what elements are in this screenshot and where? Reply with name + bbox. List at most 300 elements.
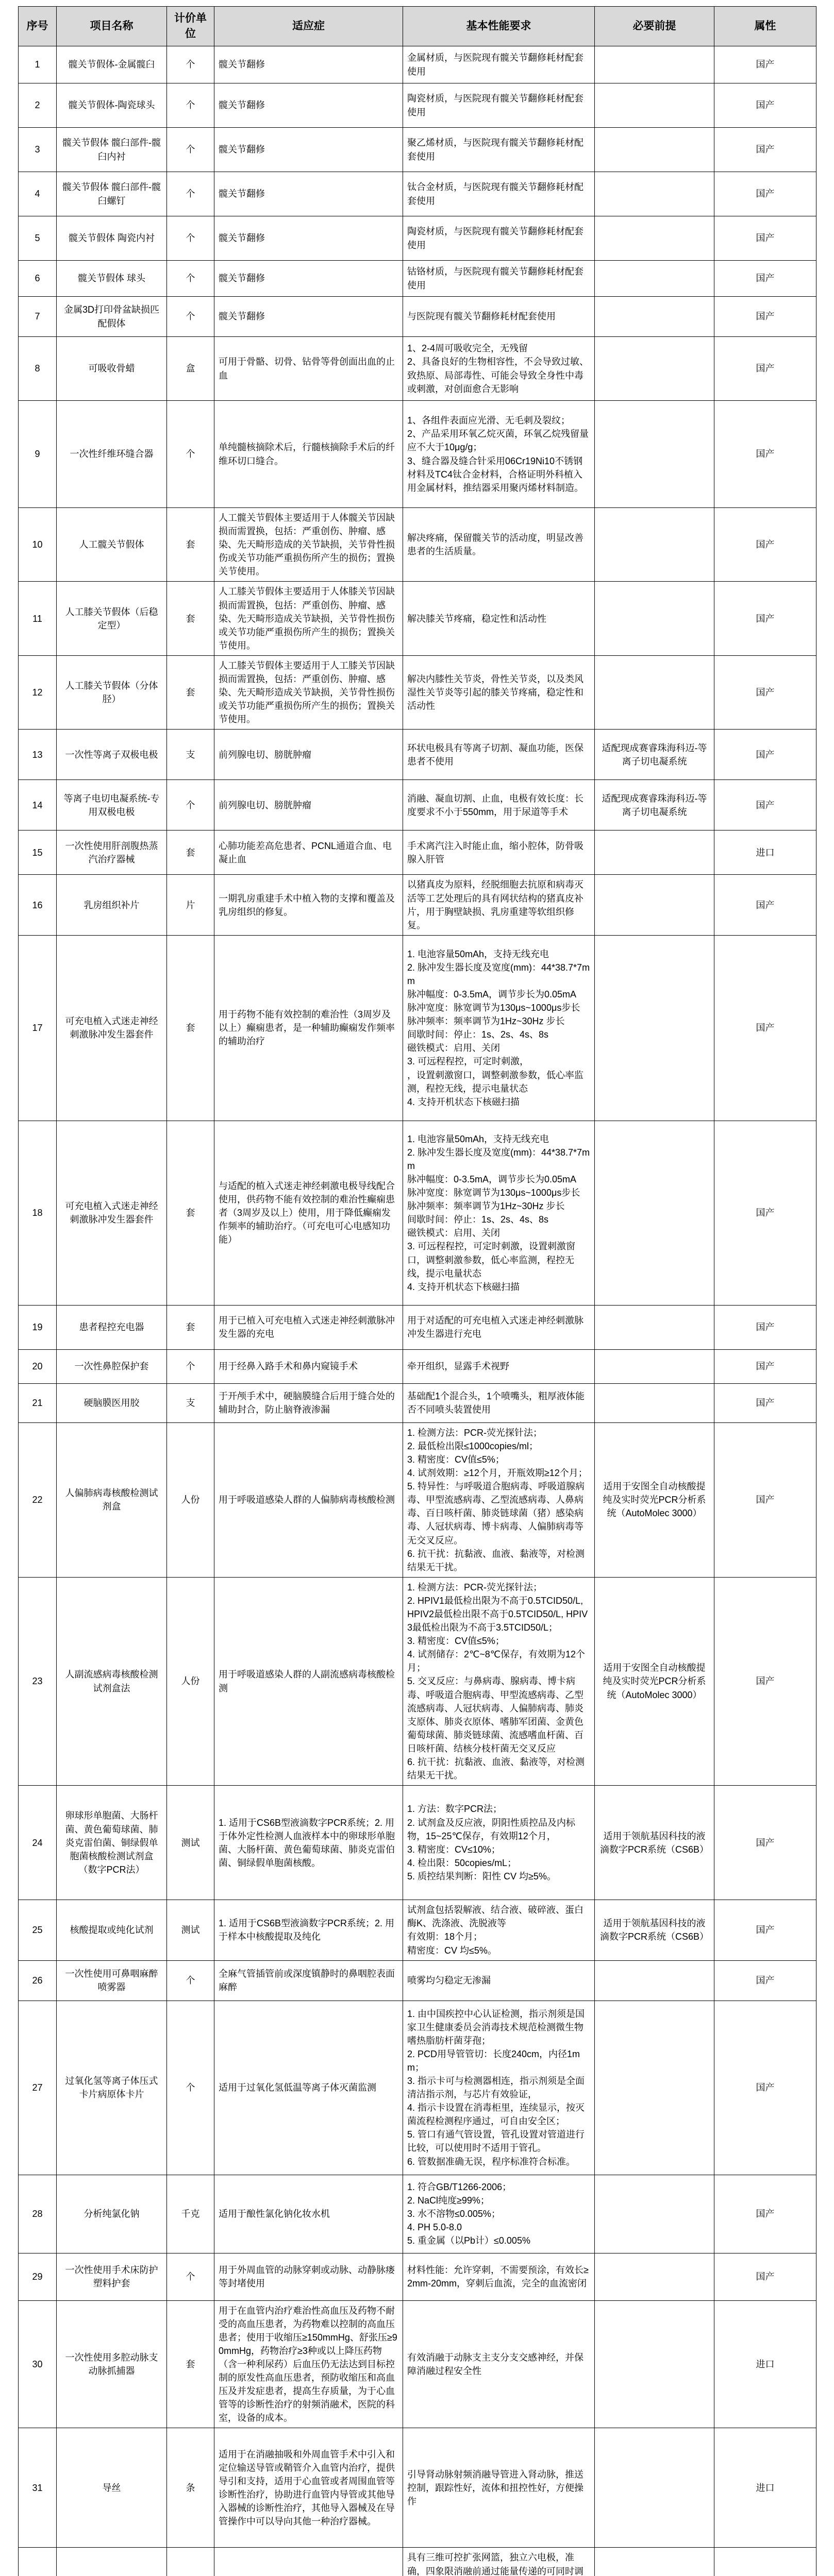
requirement-line: 3. 可远程程控，可定时刺激， (407, 1056, 529, 1067)
prerequisite-cell (595, 2428, 714, 2548)
attribute-cell: 国产 (714, 172, 816, 216)
requirement-line: 1. 电池容量50mAh，支持无线充电 (407, 1133, 549, 1144)
prerequisite-cell (595, 1349, 714, 1383)
row-number-cell (19, 2548, 57, 2576)
attribute-cell: 国产 (714, 1121, 816, 1305)
requirements-cell (403, 875, 595, 935)
row-number-cell: 26 (19, 1960, 57, 2001)
header-function: 基本性能要求 (403, 7, 595, 46)
requirements-cell (403, 1349, 595, 1383)
requirement-line: 1、2-4周可吸收完全，无残留 (407, 343, 528, 354)
row-number-cell: 12 (19, 655, 57, 729)
item-name-cell: 人工膝关节假体（后稳定型） (57, 582, 167, 655)
item-name-cell: 一次性鼻腔保护套 (57, 1349, 167, 1383)
indication-cell: 1. 适用于CS6B型液滴数字PCR系统；2. 用于样本中核酸提取及纯化 (214, 1900, 403, 1960)
requirement-line: 5. 交叉反应：与鼻病毒、腺病毒、博卡病毒、呼吸道合胞病毒、甲型流感病毒、乙型流感病毒、人冠状病毒、人偏肺病毒、肺炎支原体、肺炎衣原体、嗜肺军团菌、金黄色葡萄球菌、肺炎链球菌、流感嗜血杆菌、百日咳杆菌、结核分枝杆菌无交叉反应 (407, 1676, 583, 1754)
table-row (19, 216, 816, 261)
row-number-cell: 30 (19, 2300, 57, 2428)
item-name-cell: 一次性使用手术床防护塑料护套 (57, 2253, 167, 2300)
requirement-line: 钴铬材质，与医院现有髋关节翻修耗材配套使用 (407, 266, 583, 291)
row-number-cell: 19 (19, 1305, 57, 1349)
indication-cell: 用于在血管内治疗难治性高血压及药物不耐受的高血压患者，为药物难以控制的高血压患者；使用于收缩压≥150mmHg、舒张压≥90mmHg，药物治疗≥3种或以上降压药物（含一种利尿药）后血压仍无法达到目标控制的原发性高血压患者，预防收缩压和高血压及并发症患者，提高生存质量，为于心血管等的诊断性治疗的射频消融术，医院的科室，设备的成本。 (214, 2300, 403, 2428)
requirement-line: 2. HPIV1最低检出限为不高于0.5TCID50/L, HPIV2最低检出限不高于0.5TCID50/L, HPIV3最低检出限为不高于3.5TCID50/L； (407, 1595, 588, 1633)
pricing-unit-cell: 人份 (167, 1422, 214, 1577)
item-name-cell: 导丝 (57, 2428, 167, 2548)
item-name-cell: 髋关节假体 髋臼部件-髋臼内衬 (57, 128, 167, 172)
indication-cell: 髋关节翻修 (214, 261, 403, 297)
prerequisite-cell (595, 216, 714, 261)
header-no: 序号 (19, 7, 57, 46)
requirement-line: 磁铁模式：启用、关闭 (407, 1228, 500, 1239)
table-row (19, 1900, 816, 1960)
requirement-line: 2. 脉冲发生器长度及宽度(mm)：44*38.7*7mm (407, 962, 590, 986)
indication-cell: 适用于酿性氯化钠化妆水机 (214, 2175, 403, 2253)
table-row (19, 831, 816, 875)
table-row (19, 1305, 816, 1349)
attribute-cell: 国产 (714, 875, 816, 935)
attribute-cell: 国产 (714, 1422, 816, 1577)
table-row (19, 875, 816, 935)
attribute-cell: 国产 (714, 1383, 816, 1422)
requirement-line: 解决膝关节疼痛，稳定性和活动性 (407, 613, 546, 624)
item-name-cell: 人副流感病毒核酸检测试剂盒法 (57, 1577, 167, 1785)
requirements-cell (403, 655, 595, 729)
prerequisite-cell (595, 128, 714, 172)
row-number-cell: 10 (19, 508, 57, 582)
requirement-line: 3. 精密度：CV值≤5%； (407, 1454, 505, 1465)
requirement-line: 3. 精密度：CV值≤5%； (407, 1636, 505, 1647)
indication-cell: 前列腺电切、膀胱肿瘤 (214, 730, 403, 780)
prerequisite-cell (595, 1121, 714, 1305)
row-number-cell: 7 (19, 297, 57, 337)
requirement-line: 试剂盒包括裂解液、结合液、破碎液、蛋白酶K、洗涤液、洗脱液等 (407, 1905, 583, 1929)
requirement-line: 4. 支持开机状态下核磁扫描 (407, 1096, 520, 1107)
indication-cell: 髋关节翻修 (214, 172, 403, 216)
pricing-unit-cell: 个 (167, 2253, 214, 2300)
requirement-line: 用于对适配的可充电植入式迷走神经刺激脉冲发生器进行充电 (407, 1315, 583, 1340)
item-name-cell: 一次性纤维环缝合器 (57, 401, 167, 508)
requirement-line: 解决疼痛，保留髋关节的活动度，明显改善患者的生活质量。 (407, 533, 583, 557)
item-name-cell: 分析纯氯化钠 (57, 2175, 167, 2253)
prerequisite-cell (595, 875, 714, 935)
pricing-unit-cell: 套 (167, 655, 214, 729)
table-row (19, 582, 816, 655)
prerequisite-cell (595, 2300, 714, 2428)
prerequisite-cell (595, 1960, 714, 2001)
requirement-line: 6. 抗干扰：抗黏液、血液、黏液等，对检测结果无干扰。 (407, 1548, 585, 1572)
pricing-unit-cell: 测试 (167, 1786, 214, 1900)
prerequisite-cell (595, 83, 714, 128)
indication-cell: 髋关节翻修 (214, 297, 403, 337)
prerequisite-cell: 适用于领航基因科技的液滴数字PCR系统（CS6B） (595, 1900, 714, 1960)
requirements-cell (403, 297, 595, 337)
indication-cell: 适用于过氧化氢低温等离子体灭菌监测 (214, 2001, 403, 2175)
prerequisite-cell (595, 46, 714, 83)
requirement-line: 具有三维可控扩张网篮，独立六电极，准确，四象限消融前通过能量传递的可同时调 (407, 2552, 583, 2576)
table-row (19, 337, 816, 401)
item-name-cell: 核酸提取或纯化试剂 (57, 1900, 167, 1960)
requirement-line: 2. 试剂盒及反应液，阴阳性质控品及内标物，15~25℃保存，有效期12个月， (407, 1817, 576, 1841)
indication-cell: 与适配的植入式迷走神经刺激电极导线配合使用，供药物不能有效控制的难治性癫痫患者（3周岁及以上）使用，用于降低癫痫发作频率的辅助治疗。（可充电可心电感知功能） (214, 1121, 403, 1305)
indication-cell: 1. 适用于CS6B型液滴数字PCR系统；2. 用于体外定性检测人血液样本中的卵球形单胞菌、大肠杆菌、黄色葡萄球菌、肺炎克雷伯菌、铜绿假单胞菌核酸。 (214, 1786, 403, 1900)
row-number-cell: 20 (19, 1349, 57, 1383)
requirements-cell (403, 2428, 595, 2548)
row-number-cell: 11 (19, 582, 57, 655)
pricing-unit-cell: 套 (167, 1121, 214, 1305)
indication-cell: 全麻气管插管前或深度镇静时的鼻咽腔表面麻醉 (214, 1960, 403, 2001)
pricing-unit-cell: 个 (167, 2001, 214, 2175)
attribute-cell: 国产 (714, 655, 816, 729)
item-name-cell (57, 2548, 167, 2576)
prerequisite-cell (595, 935, 714, 1121)
prerequisite-cell: 适用于安图全自动核酸提纯及实时荧光PCR分析系统（AutoMolec 3000） (595, 1422, 714, 1577)
pricing-unit-cell: 个 (167, 297, 214, 337)
requirement-line: 2. NaCl纯度≥99%； (407, 2195, 490, 2206)
table-row (19, 261, 816, 297)
requirements-cell (403, 1786, 595, 1900)
indication-cell: 用于经鼻入路手术和鼻内窥镜手术 (214, 1349, 403, 1383)
table-row (19, 2548, 816, 2576)
requirement-line: 有效消融于动脉支主支分支交感神经，并保障消融过程安全性 (407, 2352, 583, 2377)
indication-cell: 适用于在消融抽吸和外周血管手术中引入和定位输送导管或鞘管介入血管内治疗，提供导引和支持，适用于心血管或者周围血管等诊断性治疗，协助进行血管内导管或其他导入器械的诊断性治疗，其他导入器械及在导管操作中可以导向其他一种治疗器械。 (214, 2428, 403, 2548)
attribute-cell: 国产 (714, 1577, 816, 1785)
requirement-line: 6. 管数据准确无误，程序标准符合标准。 (407, 2156, 576, 2167)
prerequisite-cell (595, 831, 714, 875)
indication-cell: 用于呼吸道感染人群的人副流感病毒核酸检测 (214, 1577, 403, 1785)
requirements-cell (403, 1121, 595, 1305)
pricing-unit-cell: 个 (167, 128, 214, 172)
requirement-line: 陶瓷材质，与医院现有髋关节翻修耗材配套使用 (407, 226, 583, 250)
item-name-cell: 过氧化氢等离子体压式卡片病原体卡片 (57, 2001, 167, 2175)
table-row (19, 297, 816, 337)
requirements-cell (403, 1422, 595, 1577)
requirements-cell (403, 337, 595, 401)
pricing-unit-cell: 个 (167, 83, 214, 128)
pricing-unit-cell: 个 (167, 261, 214, 297)
indication-cell: 可用于骨骼、切骨、钻骨等骨创面出血的止血 (214, 337, 403, 401)
requirement-line: 陶瓷材质，与医院现有髋关节翻修耗材配套使用 (407, 93, 583, 117)
table-row (19, 83, 816, 128)
requirement-line: 1、各组件表面应光滑、无毛刺及裂纹； (407, 415, 571, 426)
row-number-cell: 18 (19, 1121, 57, 1305)
pricing-unit-cell: 千克 (167, 2175, 214, 2253)
indication-cell: 于开颅手术中，硬脑膜缝合后用于缝合处的辅助封合，防止脑脊液渗漏 (214, 1383, 403, 1422)
item-name-cell: 一次性等离子双极电极 (57, 730, 167, 780)
indication-cell: 人工髋关节假体主要适用于人体髋关节因缺损而需置换，包括：严重创伤、肿瘤、感染、先天畸形造成的关节缺损，关节骨性损伤或关节功能严重损伤所产生的损伤；置换关节使用。 (214, 508, 403, 582)
requirements-cell (403, 831, 595, 875)
requirements-cell (403, 128, 595, 172)
pricing-unit-cell: 套 (167, 2300, 214, 2428)
attribute-cell: 国产 (714, 935, 816, 1121)
item-name-cell: 一次性使用多腔动脉支动脉抓捕器 (57, 2300, 167, 2428)
attribute-cell: 国产 (714, 46, 816, 83)
pricing-unit-cell: 个 (167, 216, 214, 261)
requirement-line: 脉冲幅度：0-3.5mA，调节步长为0.05mA (407, 1174, 577, 1184)
requirement-line: 2. 脉冲发生器长度及宽度(mm)：44*38.7*7mm (407, 1147, 590, 1171)
item-name-cell: 可充电植入式迷走神经刺激脉冲发生器套件 (57, 1121, 167, 1305)
table-row (19, 935, 816, 1121)
requirement-line: 3. 精密度：CV≤10%； (407, 1844, 501, 1855)
requirement-line: 基础配1个混合头，1个喷嘴头，粗厚液体能否不同喷头装置使用 (407, 1391, 585, 1415)
prerequisite-cell (595, 337, 714, 401)
attribute-cell: 国产 (714, 216, 816, 261)
table-row (19, 1577, 816, 1785)
requirement-line: 间歇时间：停止：1s、2s、4s、8s (407, 1214, 549, 1225)
requirement-line: 4. 试剂效期：≥12个月，开瓶效期≥12个月； (407, 1468, 588, 1479)
pricing-unit-cell: 个 (167, 46, 214, 83)
requirement-line: 4. 指示卡设置在消毒柜里，连续显示，按灭菌流程检测程序通过，可自由安全区； (407, 2103, 585, 2127)
prerequisite-cell (595, 655, 714, 729)
pricing-unit-cell: 盒 (167, 337, 214, 401)
item-name-cell: 等离子电切电凝系统-专用双极电极 (57, 780, 167, 831)
requirements-cell (403, 216, 595, 261)
header-indication: 适应症 (214, 7, 403, 46)
indication-cell: 单纯髓核摘除术后，行髓核摘除手术后的纤维环切口缝合。 (214, 401, 403, 508)
requirement-line: 2、产品采用环氧乙烷灭菌，环氧乙烷残留量应不大于10μg/g； (407, 429, 589, 453)
prerequisite-cell (595, 508, 714, 582)
requirements-cell (403, 2300, 595, 2428)
pricing-unit-cell: 片 (167, 875, 214, 935)
prerequisite-cell (595, 2253, 714, 2300)
table-row (19, 46, 816, 83)
row-number-cell: 16 (19, 875, 57, 935)
table-row (19, 1422, 816, 1577)
requirement-line: 脉冲宽度：脉宽调节为130μs~1000μs步长 (407, 1188, 580, 1198)
pricing-unit-cell: 支 (167, 730, 214, 780)
pricing-unit-cell: 个 (167, 780, 214, 831)
header-unit: 计价单位 (167, 7, 214, 46)
prerequisite-cell: 适用于领航基因科技的液滴数字PCR系统（CS6B） (595, 1786, 714, 1900)
requirement-line: 以猪真皮为原料，经脱细胞去抗原和病毒灭活等工艺处理后的具有网状结构的猪真皮补片，用于胸壁缺损、乳房重建等软组织修复。 (407, 879, 583, 930)
indication-cell: 髋关节翻修 (214, 128, 403, 172)
spec-table (18, 6, 816, 2576)
requirement-line: 5. 质控结果判断：阳性 CV 均≥5%。 (407, 1871, 556, 1882)
prerequisite-cell: 适配现成赛睿珠海科迈-等离子切电凝系统 (595, 730, 714, 780)
row-number-cell: 6 (19, 261, 57, 297)
prerequisite-cell (595, 1305, 714, 1349)
requirement-line: 与医院现有髋关节翻修耗材配套使用 (407, 311, 556, 322)
attribute-cell: 进口 (714, 2428, 816, 2548)
item-name-cell: 可充电植入式迷走神经刺激脉冲发生器套件 (57, 935, 167, 1121)
attribute-cell (714, 2548, 816, 2576)
table-row (19, 1383, 816, 1422)
attribute-cell: 国产 (714, 2001, 816, 2175)
prerequisite-cell (595, 582, 714, 655)
requirement-line: 4. 试剂储存：2℃~8℃保存，有效期为12个月； (407, 1649, 585, 1673)
requirement-line: 2. PCD用导管管切：长度240cm，内径1mm； (407, 2048, 580, 2073)
table-row (19, 128, 816, 172)
table-row (19, 2175, 816, 2253)
prerequisite-cell (595, 261, 714, 297)
requirement-line: 环状电极具有等离子切割、凝血功能，医保患者不使用 (407, 742, 583, 767)
pricing-unit-cell: 套 (167, 508, 214, 582)
row-number-cell: 28 (19, 2175, 57, 2253)
attribute-cell: 国产 (714, 582, 816, 655)
table-row (19, 401, 816, 508)
prerequisite-cell (595, 1383, 714, 1422)
attribute-cell: 国产 (714, 83, 816, 128)
table-row (19, 2300, 816, 2428)
attribute-cell: 进口 (714, 831, 816, 875)
attribute-cell: 国产 (714, 1900, 816, 1960)
pricing-unit-cell: 个 (167, 1960, 214, 2001)
requirement-line: 4. 检出限：50copies/mL； (407, 1857, 517, 1868)
requirements-cell (403, 401, 595, 508)
requirements-cell (403, 2253, 595, 2300)
requirement-line: 3. 水不溶物≤0.005%； (407, 2209, 501, 2219)
attribute-cell: 国产 (714, 337, 816, 401)
item-name-cell: 髋关节假体 球头 (57, 261, 167, 297)
item-name-cell: 髋关节假体-陶瓷球头 (57, 83, 167, 128)
row-number-cell: 29 (19, 2253, 57, 2300)
row-number-cell: 27 (19, 2001, 57, 2175)
table-row (19, 655, 816, 729)
item-name-cell: 髋关节假体 陶瓷内衬 (57, 216, 167, 261)
requirements-cell (403, 1960, 595, 2001)
requirement-line: 4. PH 5.0-8.0 (407, 2222, 462, 2233)
requirement-line: 1. 符合GB/T1266-2006； (407, 2181, 512, 2192)
item-name-cell: 患者程控充电器 (57, 1305, 167, 1349)
row-number-cell: 9 (19, 401, 57, 508)
requirement-line: 有效期：18个月； (407, 1931, 483, 1942)
attribute-cell: 进口 (714, 2300, 816, 2428)
table-row (19, 1349, 816, 1383)
pricing-unit-cell: 套 (167, 831, 214, 875)
row-number-cell: 4 (19, 172, 57, 216)
indication-cell: 用于外周血管的动脉穿刺或动脉、动静脉瘘等封堵使用 (214, 2253, 403, 2300)
table-row (19, 780, 816, 831)
requirement-line: 4. 支持开机状态下核磁扫描 (407, 1281, 520, 1292)
requirement-line: 5. 重金属（以Pb计）≤0.005% (407, 2235, 530, 2246)
table-row (19, 2253, 816, 2300)
indication-cell: 人工膝关节假体主要适用于人工膝关节因缺损而需置换，包括：严重创伤、肿瘤、感染、先天畸形造成关节缺损，关节骨性损伤或关节功能严重损伤所产生的损伤；置换关节使用。 (214, 655, 403, 729)
item-name-cell: 人工膝关节假体（分体胫） (57, 655, 167, 729)
requirement-line: 脉冲宽度：脉宽调节为130μs~1000μs步长 (407, 1003, 580, 1013)
pricing-unit-cell: 个 (167, 401, 214, 508)
requirements-cell (403, 2175, 595, 2253)
pricing-unit-cell: 条 (167, 2428, 214, 2548)
requirement-line: 牵开组织，显露手术视野 (407, 1361, 509, 1372)
pricing-unit-cell (167, 2548, 214, 2576)
indication-cell: 用于呼吸道感染人群的人偏肺病毒核酸检测 (214, 1422, 403, 1577)
pricing-unit-cell: 支 (167, 1383, 214, 1422)
requirement-line: 脉冲幅度：0-3.5mA，调节步长为0.05mA (407, 989, 577, 999)
row-number-cell: 25 (19, 1900, 57, 1960)
requirements-cell (403, 172, 595, 216)
header-name: 项目名称 (57, 7, 167, 46)
indication-cell: 髋关节翻修 (214, 216, 403, 261)
indication-cell: 髋关节翻修 (214, 83, 403, 128)
pricing-unit-cell: 个 (167, 172, 214, 216)
attribute-cell: 国产 (714, 128, 816, 172)
requirements-cell (403, 1305, 595, 1349)
prerequisite-cell: 适配现成赛睿珠海科迈-等离子切电凝系统 (595, 780, 714, 831)
requirements-cell (403, 730, 595, 780)
requirements-cell (403, 46, 595, 83)
row-number-cell: 14 (19, 780, 57, 831)
requirement-line: 脉冲频率：频率调节为1Hz~30Hz 步长 (407, 1201, 565, 1212)
table-row (19, 2001, 816, 2175)
item-name-cell: 金属3D打印骨盆缺损匹配假体 (57, 297, 167, 337)
indication-cell: 人工膝关节假体主要适用于人体膝关节因缺损而需置换，包括：严重创伤、肿瘤、感染、先天畸形造成关节缺损，关节骨性损伤或关节功能严重损伤所产生的损伤；置换关节使用。 (214, 582, 403, 655)
pricing-unit-cell: 人份 (167, 1577, 214, 1785)
requirement-line: 3. 指示卡可与检测器相连，指示剂须是全面清洁指示剂，与芯片有效验证， (407, 2076, 585, 2100)
row-number-cell: 21 (19, 1383, 57, 1422)
item-name-cell: 一次性使用肝剖腹热蒸汽治疗器械 (57, 831, 167, 875)
item-name-cell: 髋关节假体-金属髋臼 (57, 46, 167, 83)
indication-cell (214, 2548, 403, 2576)
requirement-line: 1. 电池容量50mAh，支持无线充电 (407, 948, 549, 959)
row-number-cell: 13 (19, 730, 57, 780)
indication-cell: 前列腺电切、膀胱肿瘤 (214, 780, 403, 831)
header-attribute: 属性 (714, 7, 816, 46)
requirement-line: 引导肾动脉射频消融导管进入肾动脉，推送控制，跟踪性好，流体和扭控性好，方便操作 (407, 2469, 583, 2506)
requirements-cell (403, 582, 595, 655)
requirements-cell (403, 1900, 595, 1960)
indication-cell: 一期乳房重建手术中植入物的支撑和覆盖及乳房组织的修复。 (214, 875, 403, 935)
requirement-line: 材料性能：允许穿刺，不需要预涂，有效长≥2mm-20mm，穿刺后血流，完全的血流密闭 (407, 2265, 589, 2289)
attribute-cell: 国产 (714, 2253, 816, 2300)
requirement-line: 聚乙烯材质，与医院现有髋关节翻修耗材配套使用 (407, 138, 583, 162)
pricing-unit-cell: 测试 (167, 1900, 214, 1960)
requirement-line: 5. 特异性：与呼吸道合胞病毒、呼吸道腺病毒、甲型流感病毒、乙型流感病毒、人鼻病毒、百日咳杆菌、肺炎链球菌（猪）感染病毒、人冠状病毒、博卡病毒、人偏肺病毒等无交叉反应。 (407, 1481, 585, 1546)
item-name-cell: 人工髋关节假体 (57, 508, 167, 582)
requirement-line: 1. 由中国疾控中心认证检测，指示剂须是国家卫生健康委员会消毒技术规范检测微生物嗜热脂肪杆菌芽孢； (407, 2008, 585, 2046)
attribute-cell: 国产 (714, 508, 816, 582)
attribute-cell: 国产 (714, 1786, 816, 1900)
requirement-line: 1. 方法：数字PCR法； (407, 1804, 503, 1815)
prerequisite-cell (595, 297, 714, 337)
prerequisite-cell (595, 401, 714, 508)
requirements-cell (403, 508, 595, 582)
row-number-cell: 24 (19, 1786, 57, 1900)
attribute-cell: 国产 (714, 401, 816, 508)
requirement-line: 脉冲频率：频率调节为1Hz~30Hz 步长 (407, 1016, 565, 1027)
table-row (19, 172, 816, 216)
prerequisite-cell (595, 2175, 714, 2253)
requirement-line: 6. 抗干扰：抗黏液、血液、黏液等，对检测结果无干扰。 (407, 1757, 585, 1781)
pricing-unit-cell: 套 (167, 935, 214, 1121)
pricing-unit-cell: 套 (167, 1305, 214, 1349)
attribute-cell: 国产 (714, 730, 816, 780)
requirement-line: 5. 管口有通气管设置，管孔设置对管道进行比较，可以使用时不适用于管孔。 (407, 2129, 585, 2154)
requirements-cell (403, 83, 595, 128)
requirements-cell (403, 1577, 595, 1785)
item-name-cell: 可吸收骨蜡 (57, 337, 167, 401)
table-row (19, 1786, 816, 1900)
table-row (19, 508, 816, 582)
indication-cell: 用于已植入可充电植入式迷走神经刺激脉冲发生器的充电 (214, 1305, 403, 1349)
requirement-line: 3、缝合器及缝合针采用06Cr19Ni10不锈钢材料及TC4钛合金材料，合格证明外科植入用金属材料，推结器采用聚丙烯材料制造。 (407, 455, 583, 493)
requirements-cell (403, 2548, 595, 2576)
requirement-line: 喷雾均匀稳定无渗漏 (407, 1975, 491, 1986)
row-number-cell: 1 (19, 46, 57, 83)
requirements-cell (403, 1383, 595, 1422)
requirements-cell (403, 2001, 595, 2175)
item-name-cell: 人偏肺病毒核酸检测试剂盒 (57, 1422, 167, 1577)
prerequisite-cell (595, 2548, 714, 2576)
pricing-unit-cell: 个 (167, 1349, 214, 1383)
attribute-cell: 国产 (714, 297, 816, 337)
requirement-line: 3. 可远程程控，可定时刺激，设置刺激窗口，调整刺激参数，低心率监测，程控无线，提示电量状态 (407, 1241, 576, 1279)
pricing-unit-cell: 套 (167, 582, 214, 655)
table-row (19, 1960, 816, 2001)
row-number-cell: 2 (19, 83, 57, 128)
row-number-cell: 8 (19, 337, 57, 401)
attribute-cell: 国产 (714, 1960, 816, 2001)
requirements-cell (403, 780, 595, 831)
requirement-line: 金属材质，与医院现有髋关节翻修耗材配套使用 (407, 53, 583, 77)
